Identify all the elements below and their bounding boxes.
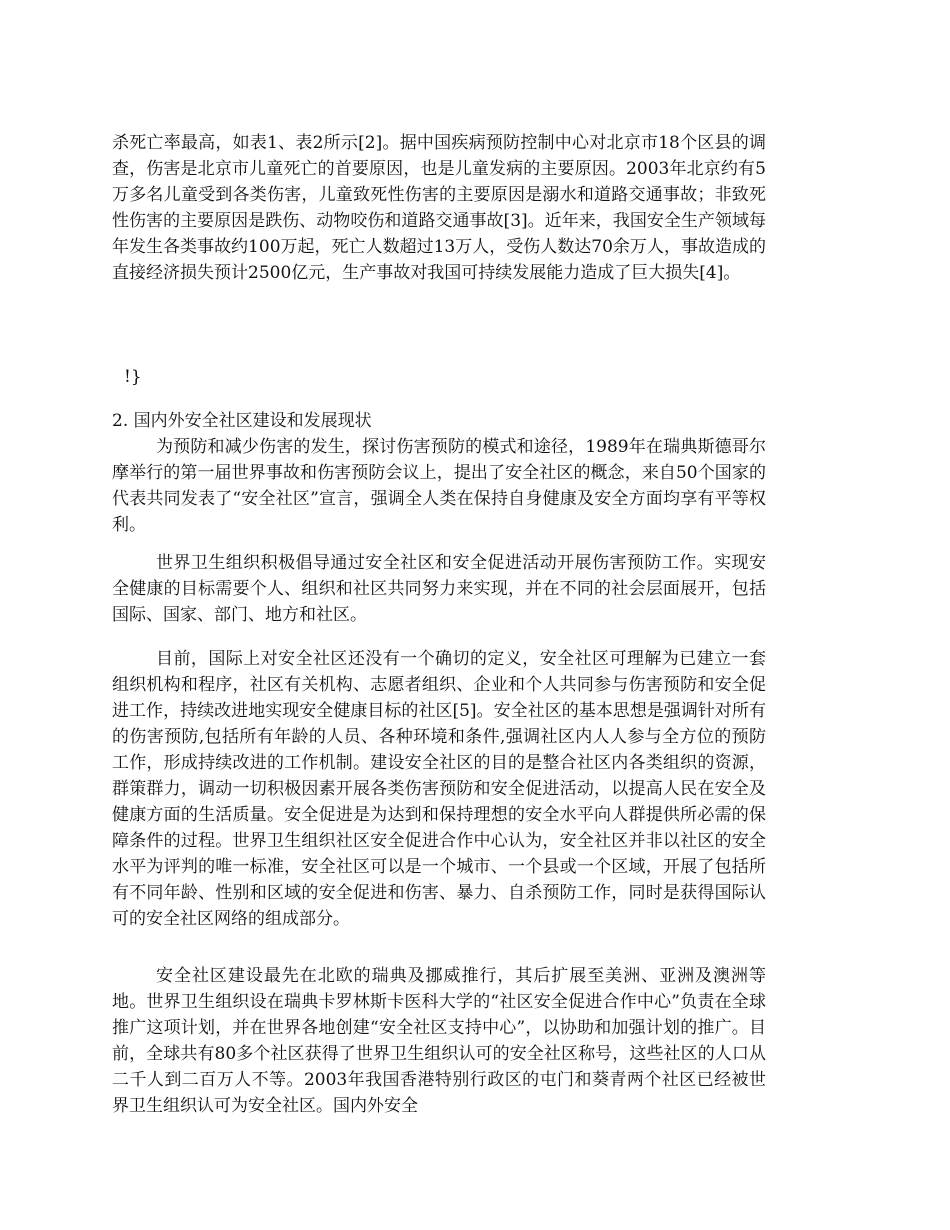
paragraph-text: 杀死亡率最高，如表1、表2所示[2]。据中国疾病预防控制中心对北京市18个区县的调查，伤害是北京市儿童死亡的首要原因，也是儿童发病的主要原因。2003年北京约有5万多名儿童受到各类伤害，儿童致死性伤害的主要原因是溺水和道路交通事故；非致死性伤害的主要原因是跌伤、动物咬伤和道路交通事故[3]。近年来，我国安全生产领域每年发生各类事故约100万起，死亡人数超过13万人，受伤人数达70余万人，事故造成的直接经济损失预计2500亿元，生产事故对我国可持续发展能力造成了巨大损失[4]。 bbox=[112, 133, 766, 283]
section-paragraph-1: 为预防和减少伤害的发生，探讨伤害预防的模式和途径，1989年在瑞典斯德哥尔摩举行的第一届世界事故和伤害预防会议上，提出了安全社区的概念，来自50个国家的代表共同发表了“安全社区”宣言，强调全人类在保持自身健康及安全方面均享有平等权利。 bbox=[112, 437, 766, 535]
paragraph-who bbox=[112, 550, 766, 628]
section-paragraph-2: 世界卫生组织积极倡导通过安全社区和安全促进活动开展伤害预防工作。实现安全健康的目标需要个人、组织和社区共同努力来实现，并在不同的社会层面展开，包括国际、国家、部门、地方和社区。 bbox=[112, 553, 766, 625]
paragraph-continuation bbox=[112, 130, 766, 286]
section-paragraph-3: 目前，国际上对安全社区还没有一个确切的定义，安全社区可理解为已建立一套组织机构和程序，社区有关机构、志愿者组织、企业和个人共同参与伤害预防和安全促进工作，持续改进地实现安全健康目标的社区[5]。安全社区的基本思想是强调针对所有的伤害预防,包括所有年龄的人员、各种环境和条件,强调社区内人人参与全方位的预防工作，形成持续改进的工作机制。建设安全社区的目的是整合社区内各类组织的资源，群策群力，调动一切积极因素开展各类伤害预防和安全促进活动，以提高人民在安全及健康方面的生活质量。安全促进是为达到和保持理想的安全水平向人群提供所必需的保障条件的过程。世界卫生组织社区安全促进合作中心认为，安全社区并非以社区的安全水平为评判的唯一标准，安全社区可以是一个城市、一个县或一个区域，开展了包括所有不同年龄、性别和区域的安全促进和伤害、暴力、自杀预防工作，同时是获得国际认可的安全社区网络的组成部分。 bbox=[112, 649, 766, 929]
paragraph-history bbox=[112, 963, 766, 1119]
section-heading: 2. 国内外安全社区建设和发展现状 bbox=[112, 411, 372, 431]
stray-mark: !} bbox=[124, 367, 142, 387]
section-2 bbox=[112, 408, 766, 538]
section-paragraph-4: 安全社区建设最先在北欧的瑞典及挪威推行，其后扩展至美洲、亚洲及澳洲等地。世界卫生组织设在瑞典卡罗林斯卡医科大学的“社区安全促进合作中心”负责在全球推广这项计划，并在世界各地创建“安全社区支持中心”，以协助和加强计划的推广。目前，全球共有80多个社区获得了世界卫生组织认可的安全社区称号，这些社区的人口从二千人到二百万人不等。2003年我国香港特别行政区的屯门和葵青两个社区已经被世界卫生组织认可为安全社区。国内外安全 bbox=[112, 966, 766, 1116]
paragraph-definition bbox=[112, 646, 766, 932]
